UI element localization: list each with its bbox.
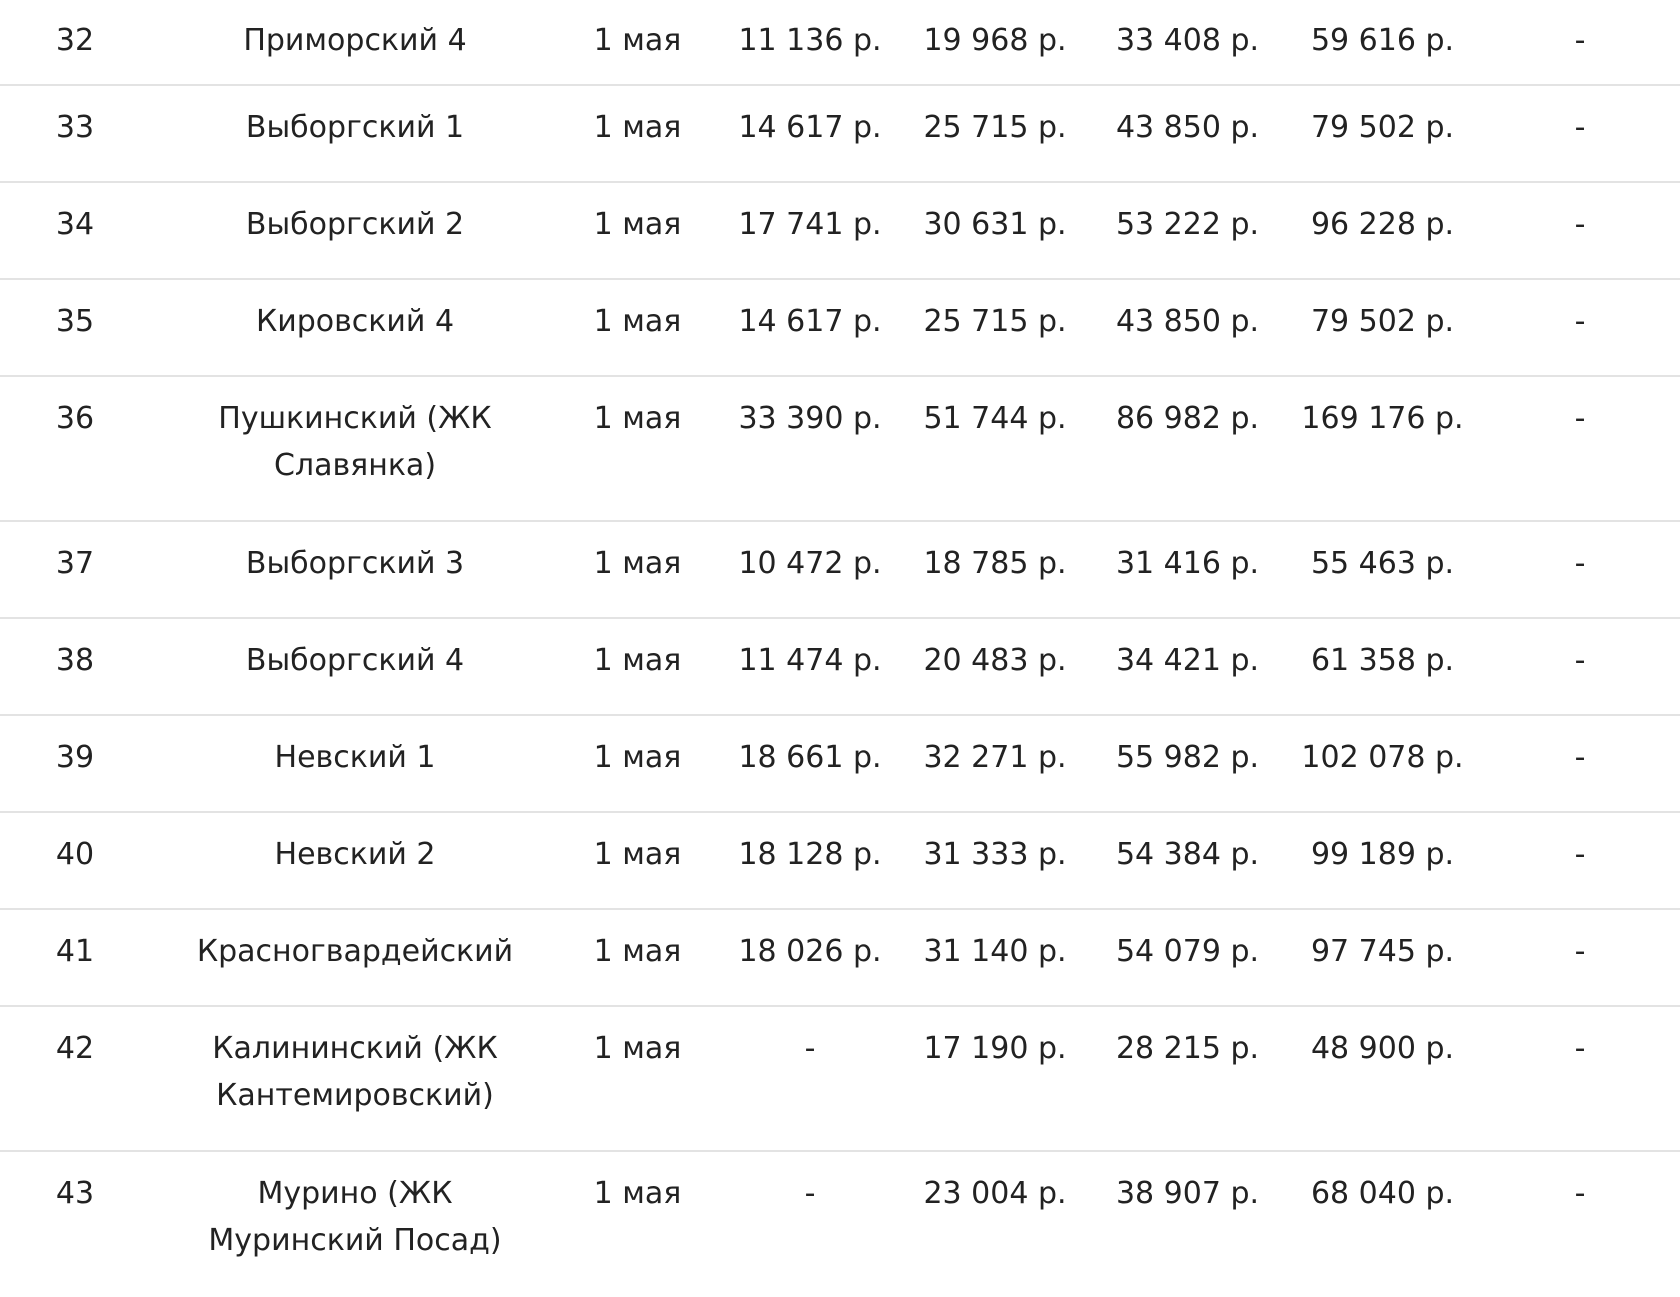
table-row <box>0 910 1680 1007</box>
extra-value: - <box>1574 934 1586 969</box>
price-3: 33 408 р. <box>1115 23 1260 58</box>
price-1: 18 661 р. <box>738 740 882 775</box>
row-number: 42 <box>55 1031 95 1066</box>
table-row <box>0 1152 1680 1297</box>
start-date: 1 мая <box>593 740 682 775</box>
price-2: 31 140 р. <box>923 934 1067 969</box>
row-number: 41 <box>55 934 95 969</box>
row-number: 34 <box>55 207 95 242</box>
start-date: 1 мая <box>593 837 682 872</box>
price-3: 53 222 р. <box>1115 207 1260 242</box>
table-row <box>0 86 1680 183</box>
price-4: 79 502 р. <box>1310 110 1455 145</box>
table-row <box>0 1007 1680 1152</box>
price-2: 25 715 р. <box>923 304 1067 339</box>
district-name: Калининский (ЖК Кантемировский) <box>212 1031 498 1113</box>
start-date: 1 мая <box>593 1176 682 1211</box>
price-3: 31 416 р. <box>1115 546 1260 581</box>
price-4: 59 616 р. <box>1310 23 1455 58</box>
price-1: 33 390 р. <box>738 401 882 436</box>
price-1: 17 741 р. <box>738 207 882 242</box>
price-4: 97 745 р. <box>1310 934 1455 969</box>
start-date: 1 мая <box>593 546 682 581</box>
district-name: Невский 1 <box>274 740 436 775</box>
table-row <box>0 0 1680 86</box>
price-1: 11 474 р. <box>738 643 882 678</box>
row-number: 35 <box>55 304 95 339</box>
extra-value: - <box>1574 837 1586 872</box>
price-2: 30 631 р. <box>923 207 1067 242</box>
start-date: 1 мая <box>593 207 682 242</box>
price-4: 48 900 р. <box>1310 1031 1455 1066</box>
start-date: 1 мая <box>593 643 682 678</box>
extra-value: - <box>1574 1031 1586 1066</box>
price-1: 14 617 р. <box>738 110 882 145</box>
price-3: 54 079 р. <box>1115 934 1260 969</box>
price-3: 38 907 р. <box>1115 1176 1260 1211</box>
extra-value: - <box>1574 643 1586 678</box>
extra-value: - <box>1574 1176 1586 1211</box>
price-1: - <box>804 1176 816 1211</box>
table-row <box>0 619 1680 716</box>
row-number: 36 <box>55 401 95 436</box>
price-4: 79 502 р. <box>1310 304 1455 339</box>
table-row <box>0 183 1680 280</box>
district-name: Мурино (ЖК Муринский Посад) <box>208 1176 502 1258</box>
start-date: 1 мая <box>593 23 682 58</box>
district-name: Выборгский 3 <box>245 546 465 581</box>
district-name: Красногвардейский <box>196 934 514 969</box>
row-number: 37 <box>55 546 95 581</box>
price-3: 34 421 р. <box>1115 643 1260 678</box>
price-4: 68 040 р. <box>1310 1176 1455 1211</box>
row-number: 43 <box>55 1176 95 1211</box>
price-3: 43 850 р. <box>1115 304 1260 339</box>
price-4: 96 228 р. <box>1310 207 1455 242</box>
extra-value: - <box>1574 207 1586 242</box>
price-2: 32 271 р. <box>923 740 1067 775</box>
start-date: 1 мая <box>593 401 682 436</box>
price-4: 169 176 р. <box>1301 401 1464 436</box>
start-date: 1 мая <box>593 110 682 145</box>
price-2: 25 715 р. <box>923 110 1067 145</box>
price-2: 51 744 р. <box>923 401 1067 436</box>
price-1: 18 128 р. <box>738 837 882 872</box>
price-2: 18 785 р. <box>923 546 1067 581</box>
price-1: 18 026 р. <box>738 934 882 969</box>
price-4: 61 358 р. <box>1310 643 1455 678</box>
price-2: 20 483 р. <box>923 643 1067 678</box>
extra-value: - <box>1574 304 1586 339</box>
table-row <box>0 813 1680 910</box>
district-name: Кировский 4 <box>255 304 455 339</box>
price-3: 86 982 р. <box>1115 401 1260 436</box>
extra-value: - <box>1574 401 1586 436</box>
price-2: 31 333 р. <box>923 837 1067 872</box>
price-1: - <box>804 1031 816 1066</box>
price-2: 23 004 р. <box>923 1176 1067 1211</box>
district-name: Выборгский 1 <box>245 110 465 145</box>
row-number: 40 <box>55 837 95 872</box>
row-number: 33 <box>55 110 95 145</box>
price-1: 14 617 р. <box>738 304 882 339</box>
price-4: 55 463 р. <box>1310 546 1455 581</box>
start-date: 1 мая <box>593 1031 682 1066</box>
table-row <box>0 716 1680 813</box>
start-date: 1 мая <box>593 304 682 339</box>
district-name: Пушкинский (ЖК Славянка) <box>218 401 492 483</box>
price-3: 55 982 р. <box>1115 740 1260 775</box>
price-2: 19 968 р. <box>923 23 1067 58</box>
start-date: 1 мая <box>593 934 682 969</box>
price-4: 102 078 р. <box>1301 740 1464 775</box>
district-name: Выборгский 2 <box>245 207 465 242</box>
price-3: 54 384 р. <box>1115 837 1260 872</box>
price-3: 28 215 р. <box>1115 1031 1260 1066</box>
row-number: 39 <box>55 740 95 775</box>
price-1: 11 136 р. <box>738 23 882 58</box>
district-name: Выборгский 4 <box>245 643 465 678</box>
price-2: 17 190 р. <box>923 1031 1067 1066</box>
table-row <box>0 377 1680 522</box>
price-1: 10 472 р. <box>738 546 882 581</box>
extra-value: - <box>1574 110 1586 145</box>
table-row <box>0 522 1680 619</box>
row-number: 32 <box>55 23 95 58</box>
table-row <box>0 280 1680 377</box>
price-4: 99 189 р. <box>1310 837 1455 872</box>
price-3: 43 850 р. <box>1115 110 1260 145</box>
district-name: Невский 2 <box>274 837 436 872</box>
district-name: Приморский 4 <box>243 23 467 58</box>
extra-value: - <box>1574 740 1586 775</box>
extra-value: - <box>1574 546 1586 581</box>
row-number: 38 <box>55 643 95 678</box>
extra-value: - <box>1574 23 1586 58</box>
